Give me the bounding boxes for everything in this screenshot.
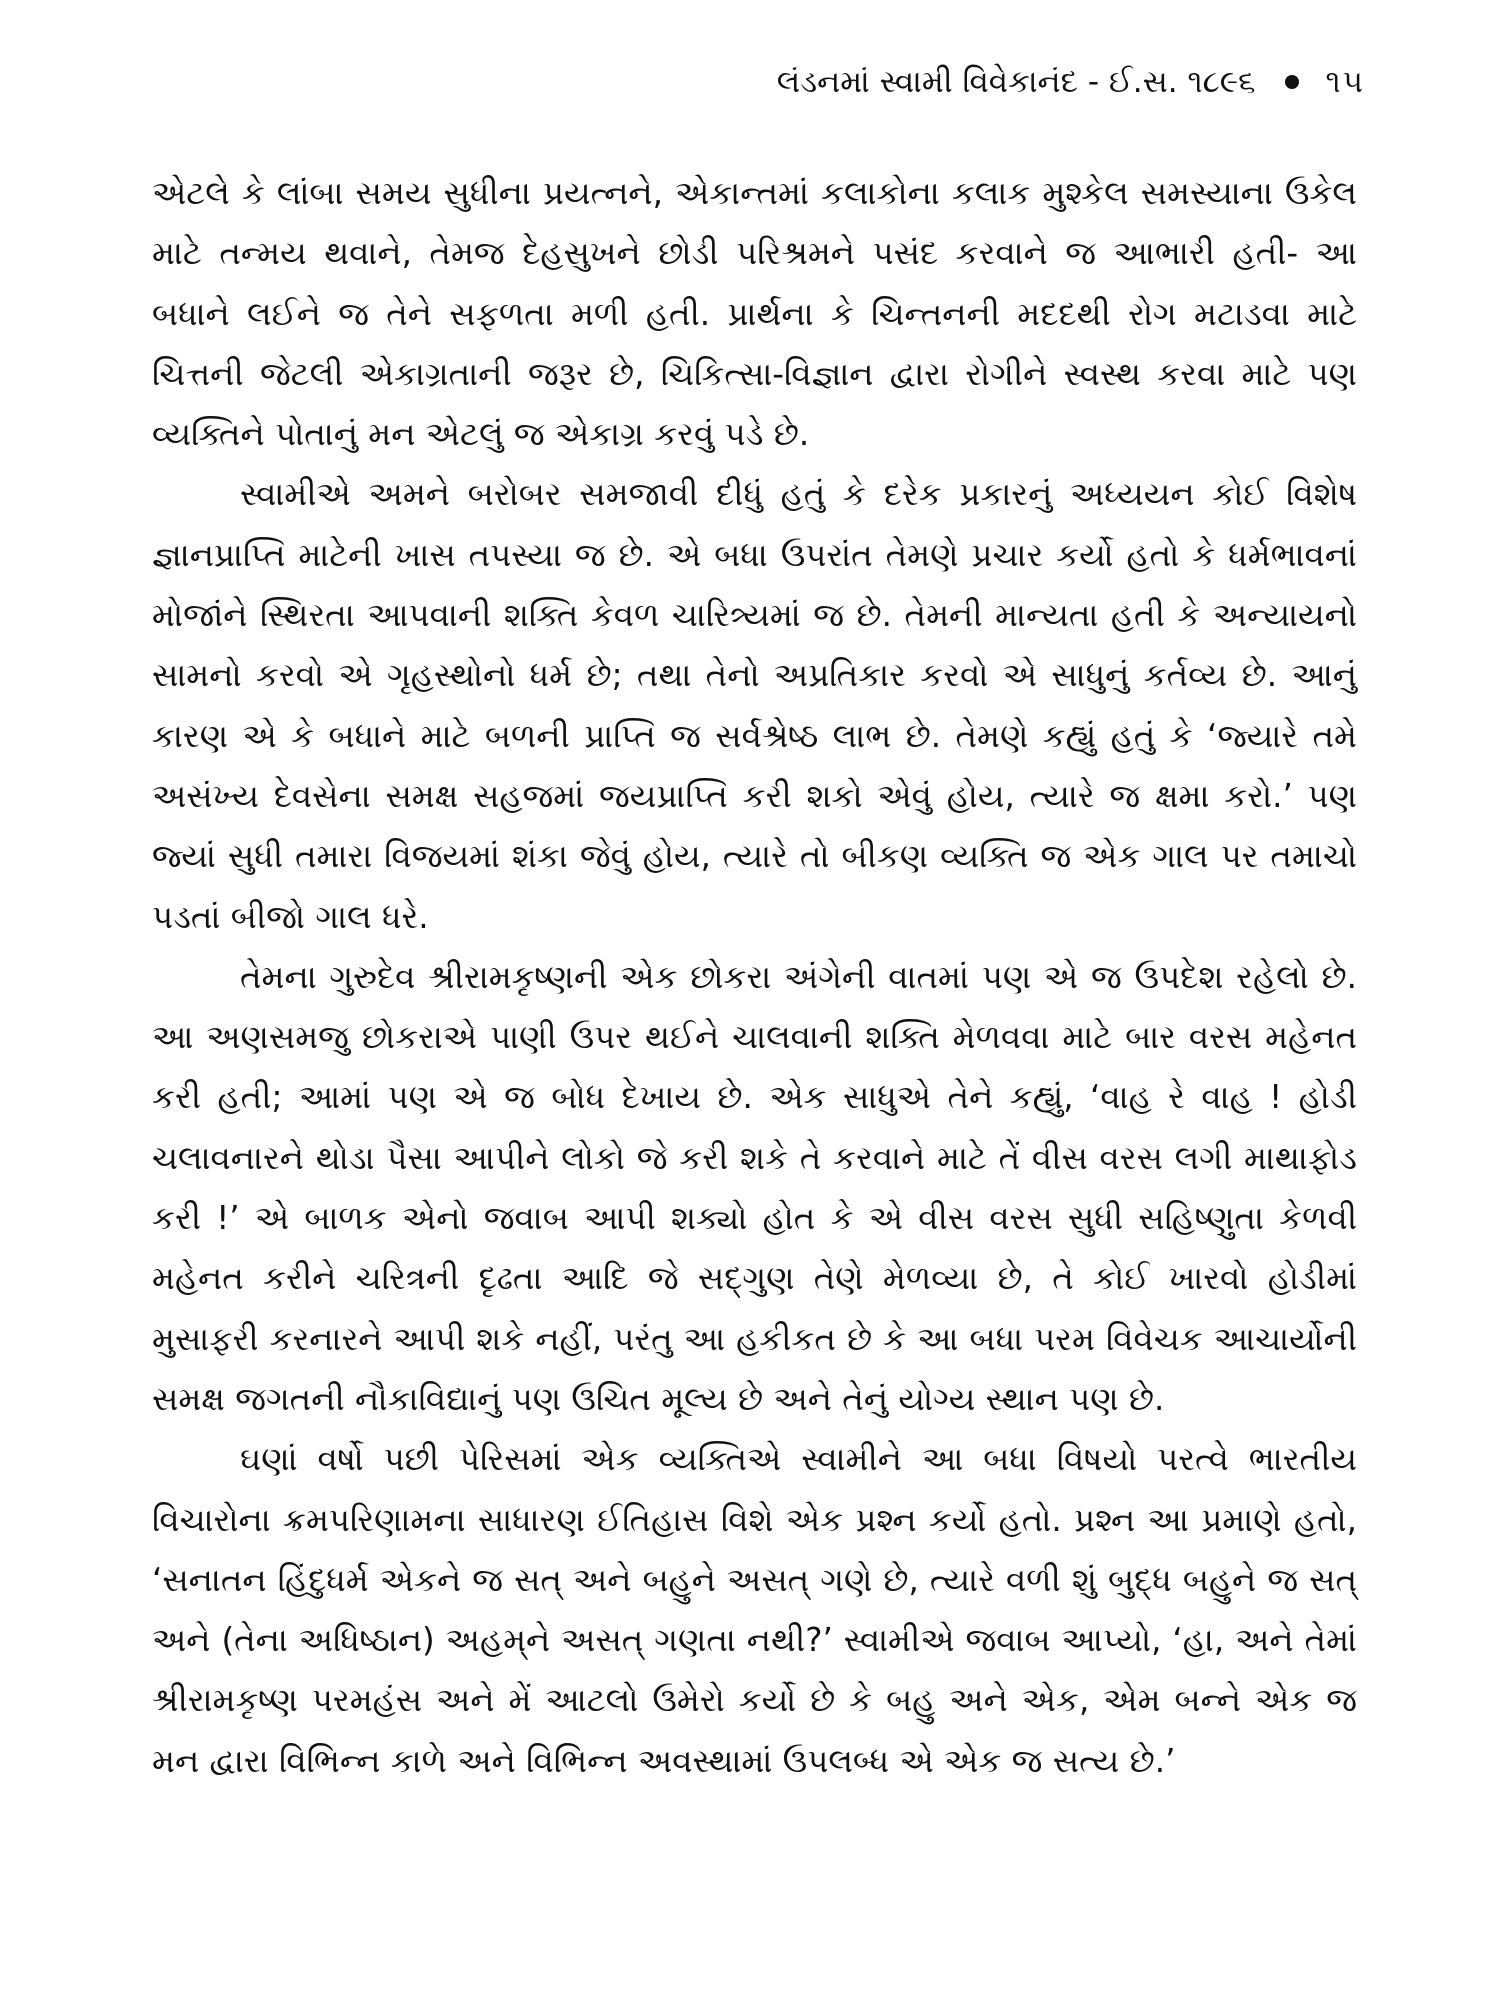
bullet-separator: [1285, 75, 1299, 89]
running-title: લંડનમાં સ્વામી વિવેકાનંદ - ઈ.સ. ૧૮૯૬: [776, 64, 1256, 100]
page-number: ૧૫: [1325, 64, 1365, 100]
paragraph-1: એટલે કે લાંબા સમય સુધીના પ્રયત્નને, એકાન્તમાં કલાકોના કલાક મુશ્કેલ સમસ્યાના ઉકેલ માટે તન્મય થવાને, તેમજ દેહસુખને છોડી પરિશ્રમને પસંદ કરવાને જ આભારી હતી- આ બધાને લઈને જ તેને સફળતા મળી હતી. પ્રાર્થના કે ચિન્તનની મદદથી રોગ મટાડવા માટે ચિત્તની જેટલી એકાગ્રતાની જરૂર છે, ચિકિત્સા-વિજ્ઞાન દ્વારા રોગીને સ્વસ્થ કરવા માટે પણ વ્યક્તિને પોતાનું મન એટલું જ એકાગ્ર કરવું પડે છે.: [152, 174, 1357, 454]
paragraph-4: ઘણાં વર્ષો પછી પેરિસમાં એક વ્યક્તિએ સ્વામીને આ બધા વિષયો પરત્વે ભારતીય વિચારોના ક્રમપરિણામના સાધારણ ઈતિહાસ વિશે એક પ્રશ્ન કર્યો હતો. પ્રશ્ન આ પ્રમાણે હતો, ‘સનાતન હિંદુધર્મ એકને જ સત્ અને બહુને અસત્ ગણે છે, ત્યારે વળી શું બુદ્ધ બહુને જ સત્ અને (તેના અધિષ્ઠાન) અહમ્‌ને અસત્ ગણતા નથી?’ સ્વામીએ જવાબ આપ્યો, ‘હા, અને તેમાં શ્રીરામકૃષ્ણ પરમહંસ અને મેં આટલો ઉમેરો કર્યો છે કે બહુ અને એક, એમ બન્ને એક જ મન દ્વારા વિભિન્ન કાળે અને વિભિન્ન અવસ્થામાં ઉપલબ્ધ એ એક જ સત્ય છે.’: [152, 1440, 1357, 1780]
running-header: [777, 62, 1365, 102]
paragraph-2: સ્વામીએ અમને બરોબર સમજાવી દીધું હતું કે દરેક પ્રકારનું અધ્યયન કોઈ વિશેષ જ્ઞાનપ્રાપ્તિ માટેની ખાસ તપસ્યા જ છે. એ બધા ઉપરાંત તેમણે પ્રચાર કર્યો હતો કે ધર્મભાવનાં મોજાંને સ્થિરતા આપવાની શક્તિ કેવળ ચારિત્ર્યમાં જ છે. તેમની માન્યતા હતી કે અન્યાયનો સામનો કરવો એ ગૃહસ્થોનો ધર્મ છે; તથા તેનો અપ્રતિકાર કરવો એ સાધુનું કર્તવ્ય છે. આનું કારણ એ કે બધાને માટે બળની પ્રાપ્તિ જ સર્વશ્રેષ્ઠ લાભ છે. તેમણે કહ્યું હતું કે ‘જ્યારે તમે અસંખ્ય દેવસેના સમક્ષ સહજમાં જયપ્રાપ્તિ કરી શકો એવું હોય, ત્યારે જ ક્ષમા કરો.’ પણ જ્યાં સુધી તમારા વિજયમાં શંકા જેવું હોય, ત્યારે તો બીકણ વ્યક્તિ જ એક ગાલ પર તમાચો પડતાં બીજો ગાલ ધરે.: [152, 475, 1357, 936]
paragraph-3: તેમના ગુરુદેવ શ્રીરામકૃષ્ણની એક છોકરા અંગેની વાતમાં પણ એ જ ઉપદેશ રહેલો છે. આ અણસમજુ છોકરાએ પાણી ઉપર થઈને ચાલવાની શક્તિ મેળવવા માટે બાર વરસ મહેનત કરી હતી; આમાં પણ એ જ બોધ દેખાય છે. એક સાધુએ તેને કહ્યું, ‘વાહ રે વાહ ! હોડી ચલાવનારને થોડા પૈસા આપીને લોકો જે કરી શકે તે કરવાને માટે તેં વીસ વરસ લગી માથાફોડ કરી !’ એ બાળક એનો જવાબ આપી શક્યો હોત કે એ વીસ વરસ સુધી સહિષ્ણુતા કેળવી મહેનત કરીને ચરિત્રની દૃઢતા આદિ જે સદ્‌ગુણ તેણે મેળવ્યા છે, તે કોઈ ખારવો હોડીમાં મુસાફરી કરનારને આપી શકે નહીં, પરંતુ આ હકીકત છે કે આ બધા પરમ વિવેચક આચાર્યોની સમક્ષ જગતની નૌકાવિદ્યાનું પણ ઉચિત મૂલ્ય છે અને તેનું યોગ્ય સ્થાન પણ છે.: [152, 957, 1357, 1418]
body-text: [152, 163, 1357, 1791]
